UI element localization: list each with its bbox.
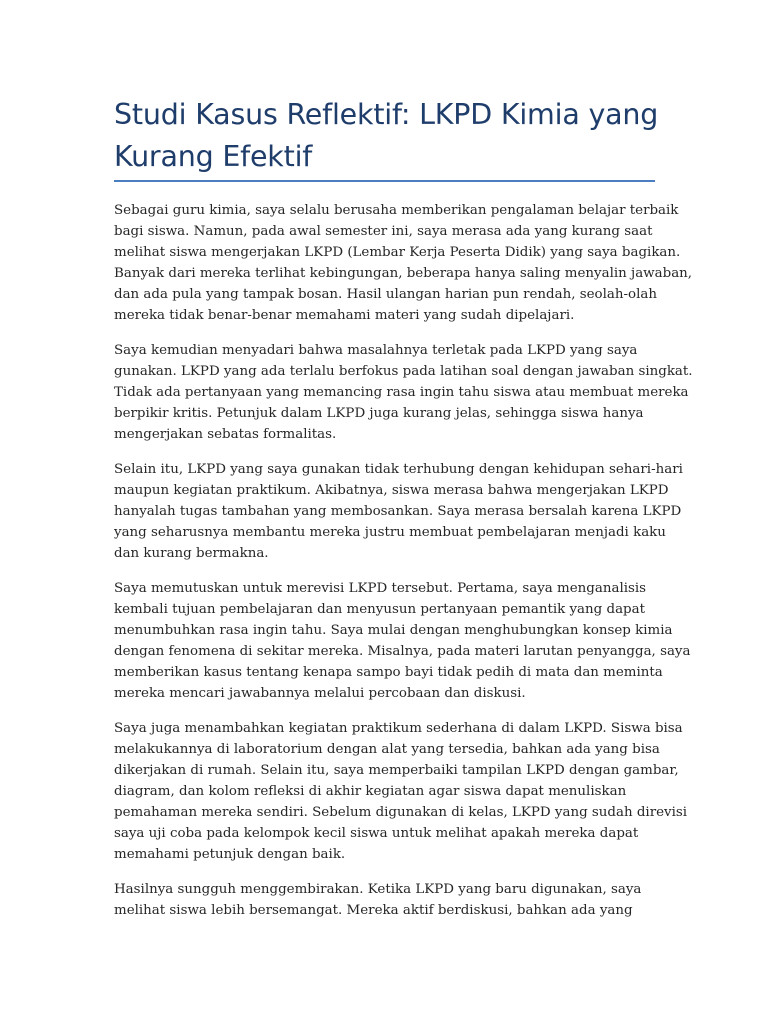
text-line: Sebagai guru kimia, saya selalu berusaha memberikan pengalaman belajar terbaik (114, 203, 679, 218)
text-line: dengan fenomena di sekitar mereka. Misalnya, pada materi larutan penyangga, saya (114, 644, 691, 659)
document-body (114, 201, 693, 937)
text-line: Hasilnya sungguh menggembirakan. Ketika LKPD yang baru digunakan, saya (114, 882, 642, 898)
text-line: melihat siswa mengerjakan LKPD (Lembar Kerja Peserta Didik) yang saya bagikan. (114, 244, 681, 260)
text-line: berpikir kritis. Petunjuk dalam LKPD juga kurang jelas, sehingga siswa hanya (114, 405, 644, 421)
text-line: pemahaman mereka sendiri. Sebelum digunakan di kelas, LKPD yang sudah direvisi (114, 804, 688, 820)
text-line: maupun kegiatan praktikum. Akibatnya, siswa merasa bahwa mengerjakan LKPD (114, 483, 669, 499)
title-line: Kurang Efektif (114, 140, 313, 173)
text-line: Tidak ada pertanyaan yang memancing rasa ingin tahu siswa atau membuat mereka (114, 384, 689, 400)
text-line: melakukannya di laboratorium dengan alat yang tersedia, bahkan ada yang bisa (114, 742, 660, 758)
text-line: memahami petunjuk dengan baik. (114, 846, 346, 862)
text-line: dan kurang bermakna. (114, 545, 269, 561)
text-line: hanyalah tugas tambahan yang membosankan. Saya merasa bersalah karena LKPD (114, 503, 682, 519)
text-line: Saya juga menambahkan kegiatan praktikum sederhana di dalam LKPD. Siswa bisa (114, 721, 683, 737)
text-line: melihat siswa lebih bersemangat. Mereka aktif berdiskusi, bahkan ada yang (114, 903, 633, 919)
paragraph-4 (114, 579, 691, 704)
text-line: mengerjakan sebatas formalitas. (114, 426, 337, 442)
text-line: menumbuhkan rasa ingin tahu. Saya mulai dengan menghubungkan konsep kimia (114, 623, 673, 639)
paragraph-1 (114, 201, 693, 326)
paragraph-3 (114, 460, 683, 565)
text-line: Selain itu, LKPD yang saya gunakan tidak terhubung dengan kehidupan sehari-hari (114, 462, 683, 478)
title-line: Studi Kasus Reflektif: LKPD Kimia yang (114, 98, 659, 131)
text-line: Banyak dari mereka terlihat kebingungan, beberapa hanya saling menyalin jawaban, (114, 265, 693, 281)
text-line: mereka mencari jawabannya melalui percobaan dan diskusi. (114, 685, 526, 701)
text-line: dan ada pula yang tampak bosan. Hasil ulangan harian pun rendah, seolah-olah (114, 286, 657, 302)
text-line: diagram, dan kolom refleksi di akhir kegiatan agar siswa dapat menuliskan (114, 784, 627, 800)
text-line: yang seharusnya membantu mereka justru membuat pembelajaran menjadi kaku (114, 524, 666, 540)
text-line: saya uji coba pada kelompok kecil siswa untuk melihat apakah mereka dapat (114, 825, 639, 841)
paragraph-2 (114, 341, 693, 446)
text-line: mereka tidak benar-benar memahami materi yang sudah dipelajari. (114, 307, 575, 323)
title-underline-rule (114, 180, 655, 182)
text-line: kembali tujuan pembelajaran dan menyusun pertanyaan pemantik yang dapat (114, 602, 645, 618)
paragraph-6 (114, 880, 662, 922)
text-line: Saya kemudian menyadari bahwa masalahnya terletak pada LKPD yang saya (114, 343, 638, 359)
document-title (114, 94, 674, 178)
text-line: gunakan. LKPD yang ada terlalu berfokus pada latihan soal dengan jawaban singkat. (114, 363, 693, 379)
text-line: dikerjakan di rumah. Selain itu, saya memperbaiki tampilan LKPD dengan gambar, (114, 763, 679, 779)
text-line: Saya memutuskan untuk merevisi LKPD tersebut. Pertama, saya menganalisis (114, 581, 647, 597)
paragraph-5 (114, 719, 688, 865)
text-line: bagi siswa. Namun, pada awal semester ini, saya merasa ada yang kurang saat (114, 223, 653, 239)
text-line: memberikan kasus tentang kenapa sampo bayi tidak pedih di mata dan meminta (114, 664, 663, 680)
